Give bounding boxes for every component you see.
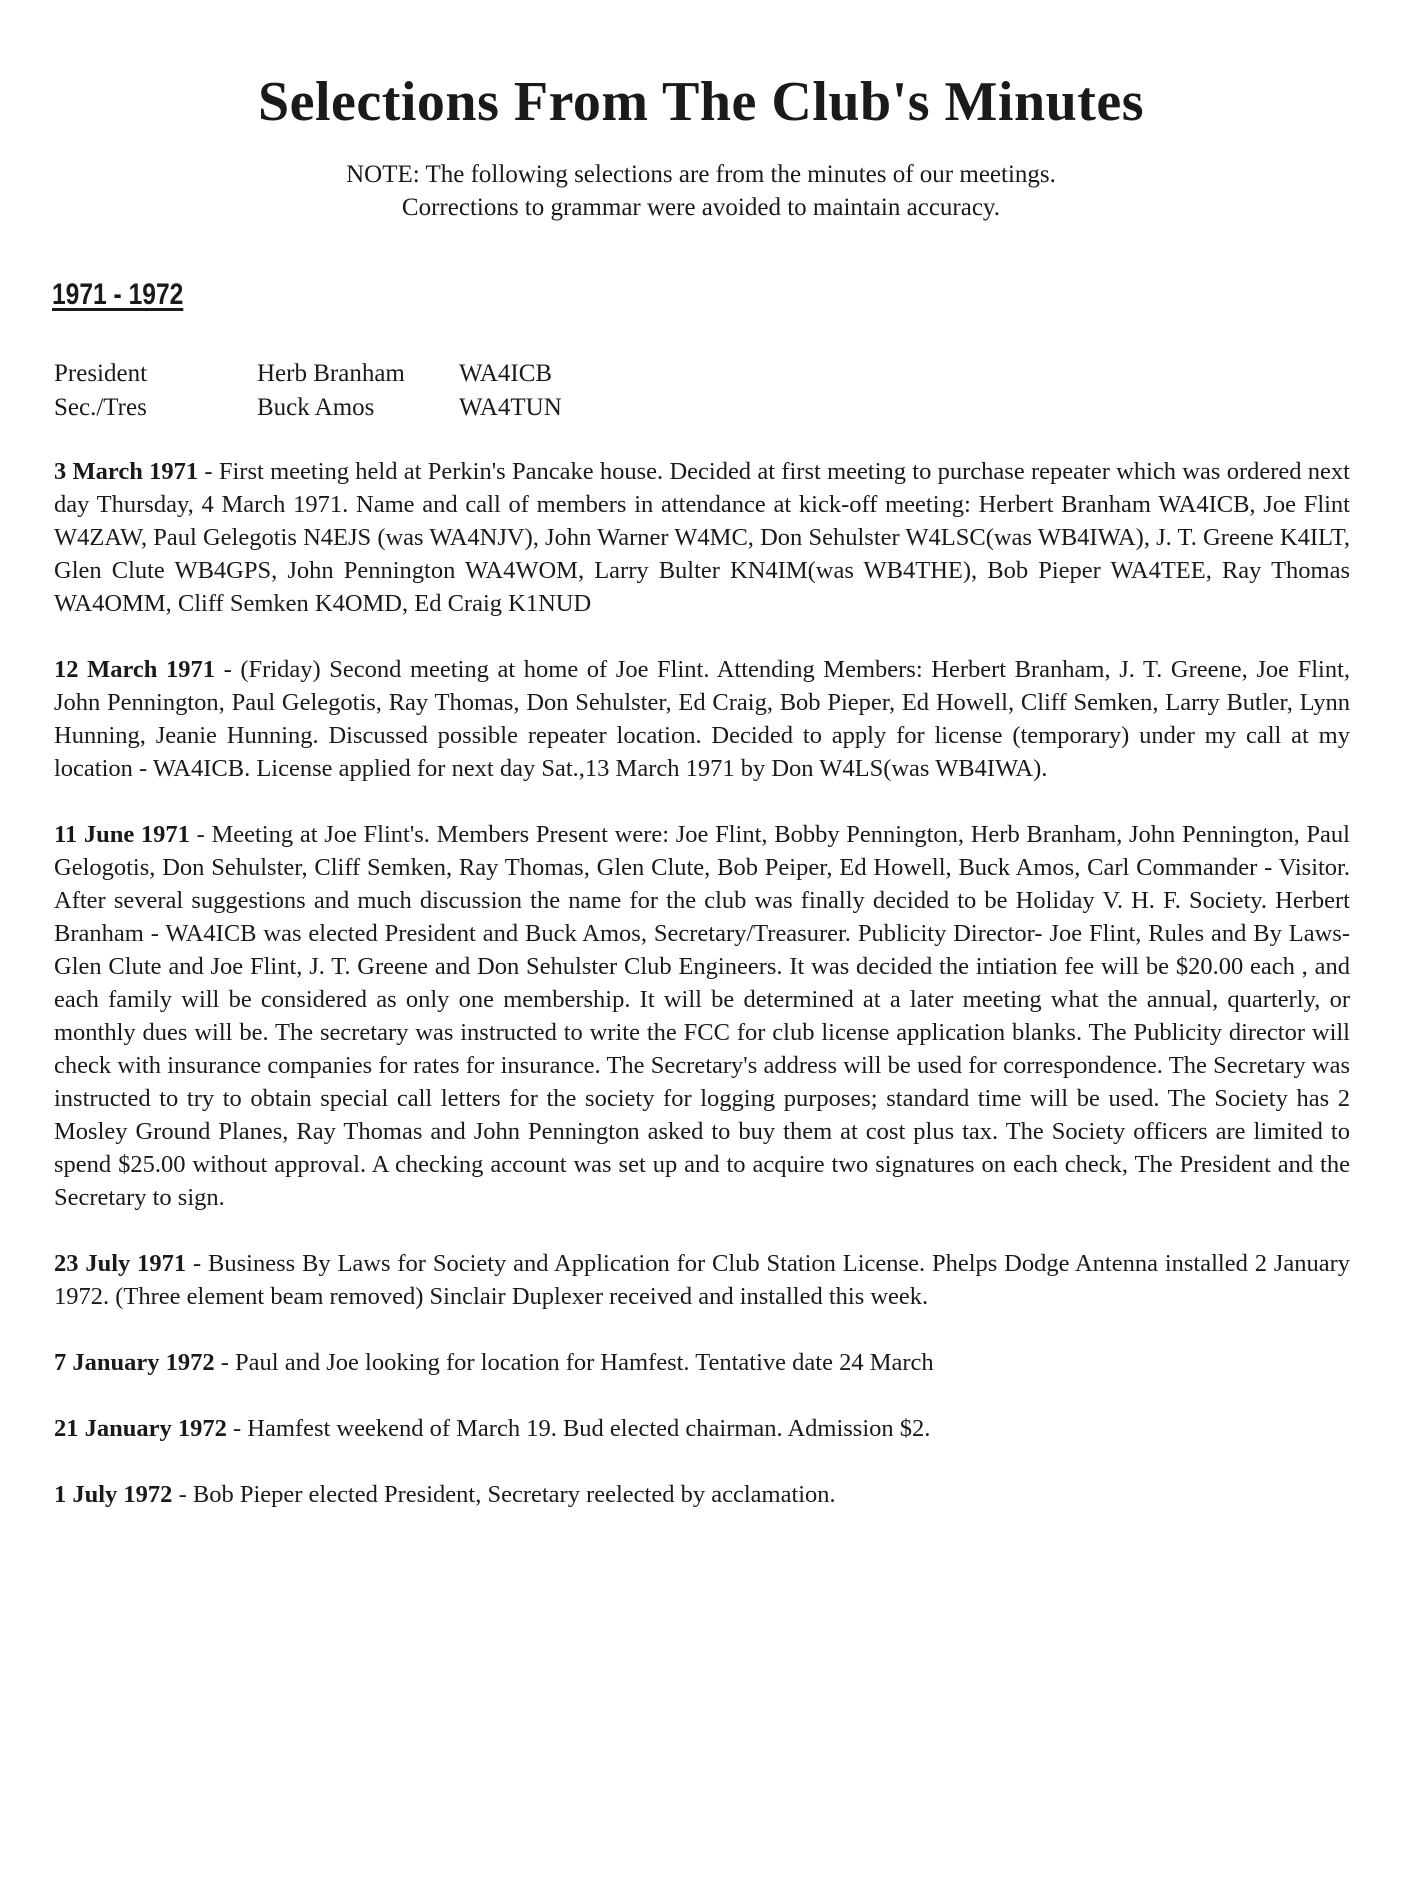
entry-text: - (Friday) Second meeting at home of Joe Flint. Attending Members: Herbert Branham, J. T. Greene, Joe Flint, John Pennington, Paul Gelegotis, Ray Thomas, Don Sehulster, Ed Craig, Bob Pieper, Ed Howell, Cliff Semken, Larry Butler, Lynn Hunning, Jeanie Hunning. Discussed possible repeater location. Decided to apply for license (temporary) under my call at my location - WA4ICB. License applied for next day Sat.,13 March 1971 by Don W4LS(was WB4IWA). [54,656,1351,782]
entry-text: - Hamfest weekend of March 19. Bud elected chairman. Admission $2. [226,1415,931,1442]
officer-role: President [54,360,148,387]
entry-text: - Meeting at Joe Flint's. Members Present were: Joe Flint, Bobby Pennington, Herb Branham, John Pennington, Paul Gelogotis, Don Sehulster, Cliff Semken, Ray Thomas, Glen Clute, Bob Peiper, Ed Howell, Buck Amos, Carl Commander - Visitor. After several suggestions and much discussion the name for the club was finally decided to be Holiday V. H. F. Society. Herbert Branham - WA4ICB was elected President and Buck Amos, Secretary/Treasurer. Publicity Director- Joe Flint, Rules and By Laws-Glen Clute and Joe Flint, J. T. Greene and Don Sehulster Club Engineers. It was decided the intiation fee will be $20.00 each , and each family will be considered as only one membership. It will be determined at a later meeting what the annual, quarterly, or monthly dues will be. The secretary was instructed to write the FCC for club license application blanks. The Publicity director will check with insurance companies for rates for insurance. The Secretary's address will be used for correspondence. The Secretary was instructed to try to obtain special call letters for the society for logging purposes; standard time will be used. The Society has 2 Mosley Ground Planes, Ray Thomas and John Pennington asked to buy them at cost plus tax. The Society officers are limited to spend $25.00 without approval. A checking account was set up and to acquire two signatures on each check, The President and the Secretary to sign. [54,821,1350,1211]
period-heading: 1971 - 1972 [52,278,184,311]
note-line: Corrections to grammar were avoided to maintain accuracy. [401,194,1001,221]
minutes-entries [54,455,1350,1544]
entry-date: 21 January 1972 [54,1415,227,1442]
officer-row-president [54,357,562,391]
entry-date: 11 June 1971 [54,821,190,848]
minutes-entry [54,1478,1350,1511]
entry-text: - Bob Pieper elected President, Secretary reelected by acclamation. [172,1481,836,1508]
officer-name: Buck Amos [257,394,375,421]
entry-date: 1 July 1972 [54,1481,173,1508]
officer-role: Sec./Tres [54,394,147,421]
minutes-entry [54,455,1350,620]
entry-date: 12 March 1971 [54,656,216,683]
officers-table [54,357,562,425]
minutes-entry [54,818,1350,1214]
officer-row-secretary [54,391,562,425]
page-title: Selections From The Club's Minutes [257,71,1145,133]
minutes-entry [54,653,1350,785]
entry-text: - Paul and Joe looking for location for Hamfest. Tentative date 24 March [214,1349,934,1376]
note [0,158,1402,224]
entry-date: 23 July 1971 [54,1250,187,1277]
entry-text: - First meeting held at Perkin's Pancake house. Decided at first meeting to purchase repeater which was ordered next day Thursday, 4 March 1971. Name and call of members in attendance at kick-off meeting: Herbert Branham WA4ICB, Joe Flint W4ZAW, Paul Gelegotis N4EJS (was WA4NJV), John Warner W4MC, Don Sehulster W4LSC(was WB4IWA), J. T. Greene K4ILT, Glen Clute WB4GPS, John Pennington WA4WOM, Larry Bulter KN4IM(was WB4THE), Bob Pieper WA4TEE, Ray Thomas WA4OMM, Cliff Semken K4OMD, Ed Craig K1NUD [54,458,1350,617]
minutes-entry [54,1412,1350,1445]
entry-date: 3 March 1971 [54,458,199,485]
entry-date: 7 January 1972 [54,1349,215,1376]
entry-text: - Business By Laws for Society and Application for Club Station License. Phelps Dodge Antenna installed 2 January 1972. (Three element beam removed) Sinclair Duplexer received and installed this week. [54,1250,1350,1310]
officer-call: WA4ICB [459,360,553,387]
officer-call: WA4TUN [459,394,562,421]
note-line: NOTE: The following selections are from the minutes of our meetings. [346,161,1056,188]
officer-name: Herb Branham [257,360,405,387]
minutes-entry [54,1346,1350,1379]
minutes-entry [54,1247,1350,1313]
